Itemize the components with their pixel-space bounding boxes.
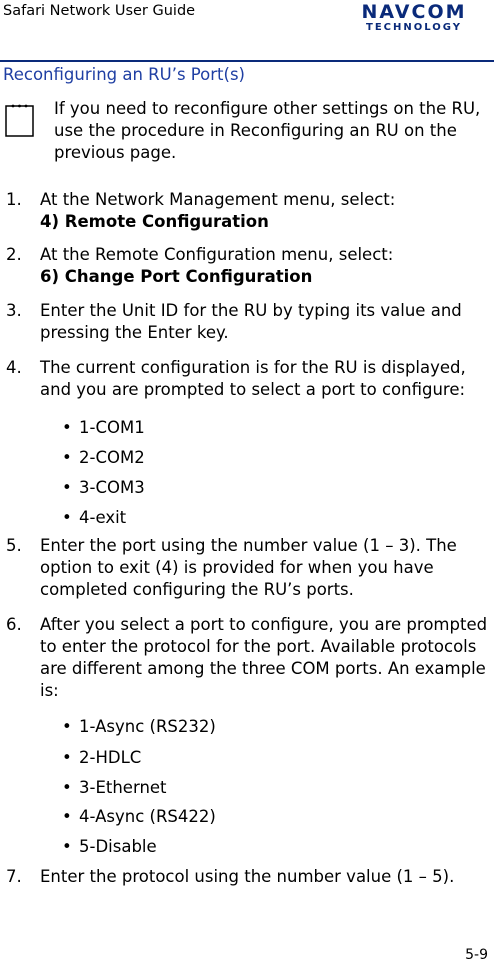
- document-header-title: Safari Network User Guide: [3, 3, 196, 19]
- step-text: Enter the port using the number value (1 – 3). The option to exit (4) is provided for when you have completed configuring the RU’s ports.: [40, 536, 457, 599]
- protocol-option: 4-Async (RS422): [79, 807, 216, 826]
- logo-sub-text: TECHNOLOGY: [366, 22, 462, 31]
- step-text: At the Network Management menu, select:: [40, 190, 396, 209]
- port-option: 2-COM2: [79, 448, 145, 467]
- bullet-marker: •: [62, 418, 72, 437]
- step-text: The current configuration is for the RU is displayed, and you are prompted to select a port to configure:: [40, 358, 466, 399]
- header-rule: [0, 60, 494, 62]
- port-option: 4-exit: [79, 508, 127, 527]
- page-number: 5-9: [465, 947, 488, 963]
- bullet-marker: •: [62, 807, 72, 826]
- protocol-option: 1-Async (RS232): [79, 717, 216, 736]
- protocol-option: 3-Ethernet: [79, 778, 167, 797]
- note-icon: [5, 103, 35, 137]
- protocol-option: 2-HDLC: [79, 748, 142, 767]
- bullet-marker: •: [62, 717, 72, 736]
- note-text: If you need to reconfigure other settings on the RU, use the procedure in Reconfiguring an RU on the previous page.: [54, 99, 481, 162]
- bullet-marker: •: [62, 778, 72, 797]
- step-text: At the Remote Configuration menu, select:: [40, 245, 394, 264]
- step-number: 5.: [6, 536, 22, 555]
- step-number: 2.: [6, 245, 22, 264]
- menu-selection: 4) Remote Configuration: [40, 212, 269, 231]
- step-number: 7.: [6, 867, 22, 886]
- port-option: 1-COM1: [79, 418, 145, 437]
- step-number: 4.: [6, 358, 22, 377]
- step-number: 1.: [6, 190, 22, 209]
- step-text: Enter the protocol using the number value (1 – 5).: [40, 867, 455, 886]
- step-number: 6.: [6, 615, 22, 634]
- section-title: Reconfiguring an RU’s Port(s): [3, 65, 245, 84]
- bullet-marker: •: [62, 748, 72, 767]
- step-text: After you select a port to configure, you are prompted to enter the protocol for the port. Available protocols are different among the three COM ports. An example is:: [40, 615, 488, 700]
- bullet-marker: •: [62, 448, 72, 467]
- logo-main-text: NAVCOM: [361, 1, 467, 23]
- bullet-marker: •: [62, 508, 72, 527]
- protocol-option: 5-Disable: [79, 837, 157, 856]
- step-number: 3.: [6, 301, 22, 320]
- bullet-marker: •: [62, 478, 72, 497]
- menu-selection: 6) Change Port Configuration: [40, 267, 313, 286]
- port-option: 3-COM3: [79, 478, 145, 497]
- step-text: Enter the Unit ID for the RU by typing its value and pressing the Enter key.: [40, 301, 462, 342]
- bullet-marker: •: [62, 837, 72, 856]
- navcom-logo: [337, 1, 492, 31]
